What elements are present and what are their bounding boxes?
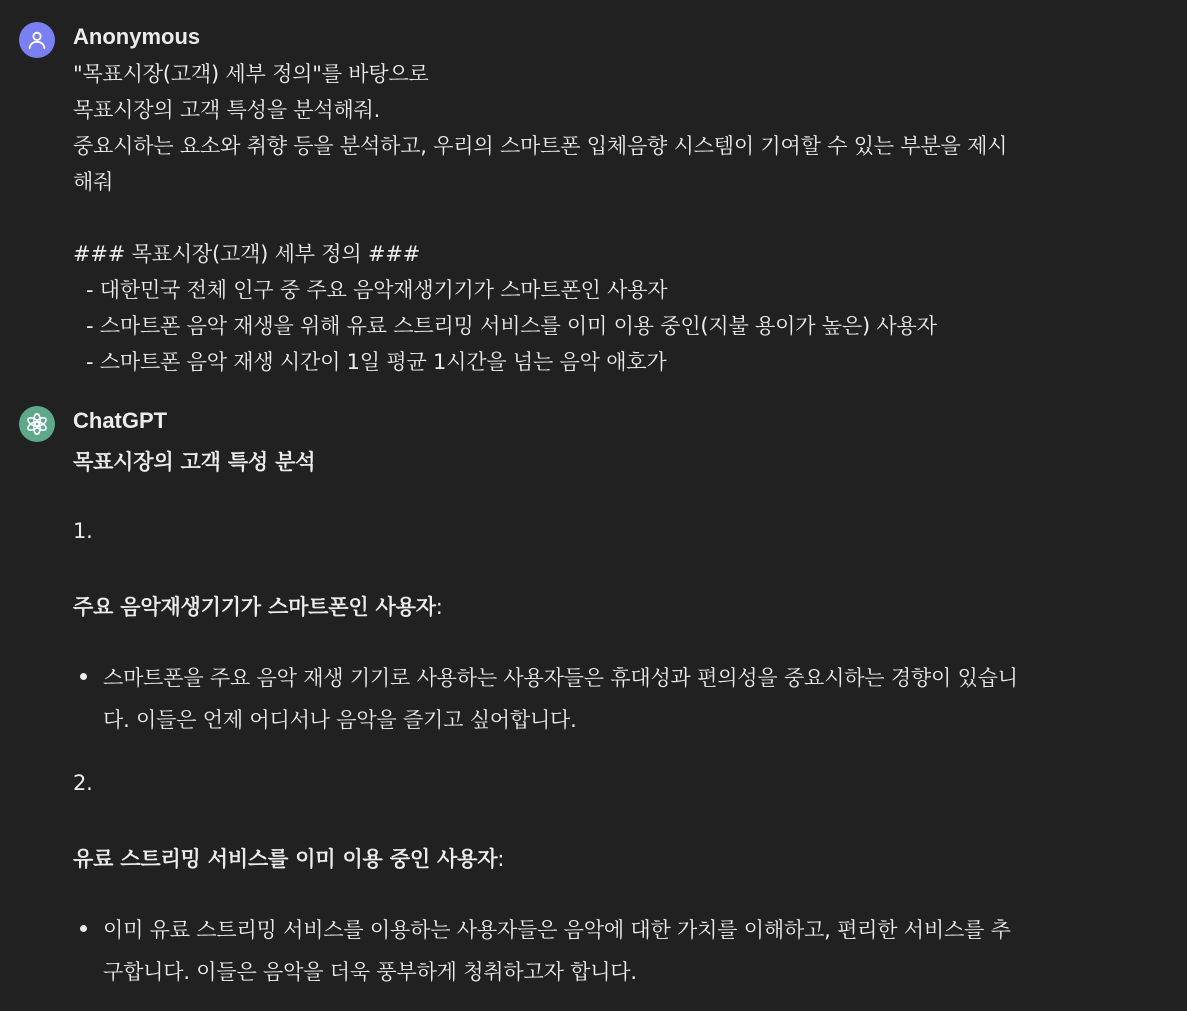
list-item-line: 구합니다. 이들은 음악을 더욱 풍부하게 청취하고자 합니다. [103, 960, 637, 984]
section-title-suffix: : [497, 847, 505, 871]
user-author-name: Anonymous [73, 24, 201, 49]
list-item-line: 스마트폰을 주요 음악 재생 기기로 사용하는 사용자들은 휴대성과 편의성을 중요시하는 경향이 있습니 [103, 666, 1018, 690]
user-message-line: - 스마트폰 음악 재생 시간이 1일 평균 1시간을 넘는 음악 애호가 [73, 350, 667, 374]
user-message-line: ### 목표시장(고객) 세부 정의 ### [73, 242, 421, 266]
assistant-author-name: ChatGPT [73, 408, 168, 433]
bullet-icon [80, 925, 87, 932]
user-avatar [19, 22, 55, 58]
list-item-line: 이미 유료 스트리밍 서비스를 이용하는 사용자들은 음악에 대한 가치를 이해하고, 편리한 서비스를 추 [103, 918, 1011, 942]
bullet-icon [80, 673, 87, 680]
user-message-line: 해줘 [73, 170, 114, 194]
section-title: 유료 스트리밍 서비스를 이미 이용 중인 사용자 [73, 847, 498, 871]
user-message-line: 목표시장의 고객 특성을 분석해줘. [73, 98, 381, 122]
user-message-line: - 대한민국 전체 인구 중 주요 음악재생기기가 스마트폰인 사용자 [73, 278, 668, 302]
section-title-row [73, 591, 443, 621]
list-item-line: 다. 이들은 언제 어디서나 음악을 즐기고 싶어합니다. [103, 708, 577, 732]
assistant-avatar [19, 406, 55, 442]
section-number: 2. [73, 771, 93, 795]
user-message-line: - 스마트폰 음악 재생을 위해 유료 스트리밍 서비스를 이미 이용 중인(지불 용이가 높은) 사용자 [73, 314, 937, 338]
section-number: 1. [73, 519, 93, 543]
user-message-line: 중요시하는 요소와 취향 등을 분석하고, 우리의 스마트폰 입체음향 시스템이 기여할 수 있는 부분을 제시 [73, 134, 1008, 158]
openai-logo-icon [25, 412, 49, 436]
user-message-line: "목표시장(고객) 세부 정의"를 바탕으로 [73, 62, 429, 86]
section-title: 주요 음악재생기기가 스마트폰인 사용자 [73, 595, 436, 619]
section-title-suffix: : [435, 595, 443, 619]
section-title-row [73, 843, 504, 873]
assistant-heading: 목표시장의 고객 특성 분석 [73, 450, 316, 474]
user-icon [26, 29, 48, 51]
